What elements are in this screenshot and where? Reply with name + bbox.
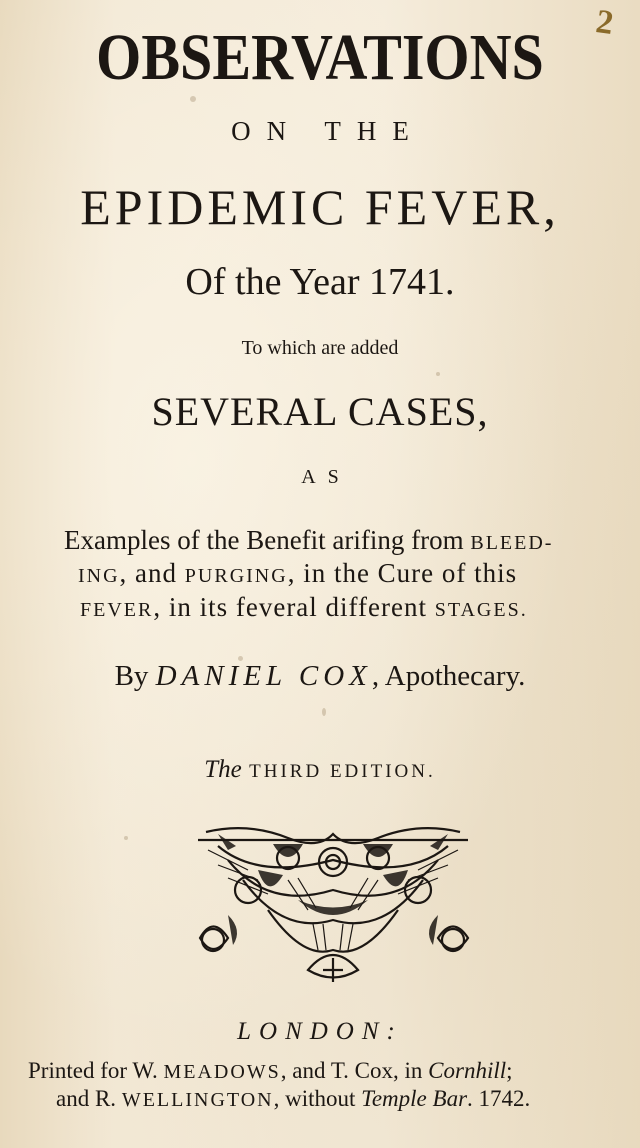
imprint-text: , and T. Cox, in: [280, 1058, 429, 1083]
description-text: , in its feveral different: [153, 592, 435, 622]
description-smallcaps: FEVER: [80, 599, 154, 621]
imprint-smallcaps: MEADOWS: [163, 1061, 281, 1083]
edition-line: [0, 756, 640, 784]
edition-the: The: [204, 756, 242, 783]
page-title: OBSERVATIONS: [96, 21, 544, 94]
year-line: Of the Year 1741.: [185, 261, 455, 303]
imprint-line-2: [56, 1086, 640, 1112]
author-name: DANIEL COX: [155, 660, 372, 692]
subtitle-on-the: ON THE: [231, 116, 425, 146]
corner-mark: 2: [593, 3, 616, 43]
subject-heading: EPIDEMIC FEVER,: [80, 179, 560, 235]
imprint-text: ;: [506, 1058, 513, 1083]
description-line-3: [80, 592, 600, 623]
description-smallcaps: STAGES.: [434, 599, 528, 621]
edition-text: THIRD EDITION.: [241, 761, 436, 782]
imprint-text: , without: [273, 1086, 362, 1111]
as-line: AS: [301, 466, 351, 488]
printer-ornament-icon: [188, 820, 478, 985]
paper-blemish: [322, 708, 326, 716]
paper-blemish: [190, 96, 196, 102]
description-smallcaps: BLEED-: [470, 532, 554, 554]
author-suffix: , Apothecary.: [371, 660, 526, 692]
description-text: Examples of the Benefit arifing from: [64, 525, 471, 555]
description-text: , and: [119, 558, 185, 588]
paper-blemish: [124, 836, 128, 840]
description-smallcaps: PURGING: [184, 565, 288, 587]
imprint-italic: Cornhill: [428, 1058, 507, 1083]
cases-heading: SEVERAL CASES,: [151, 389, 489, 434]
place-of-printing: LONDON:: [237, 1018, 403, 1045]
description-smallcaps: ING: [78, 565, 120, 587]
imprint-text: Printed for W.: [28, 1058, 164, 1083]
description-text: , in the Cure of this: [287, 558, 518, 588]
author-prefix: By: [114, 660, 156, 692]
description-line-2: [78, 558, 598, 589]
imprint-line-1: [28, 1058, 628, 1084]
imprint-italic: Temple Bar: [361, 1086, 468, 1111]
added-line: To which are added: [241, 337, 399, 359]
imprint-smallcaps: WELLINGTON: [121, 1089, 274, 1111]
author-line: [0, 660, 640, 693]
description-line-1: [64, 525, 584, 556]
paper-blemish: [436, 372, 440, 376]
imprint-text: and R.: [56, 1086, 122, 1111]
imprint-text: . 1742.: [467, 1086, 531, 1111]
paper-blemish: [238, 656, 243, 661]
